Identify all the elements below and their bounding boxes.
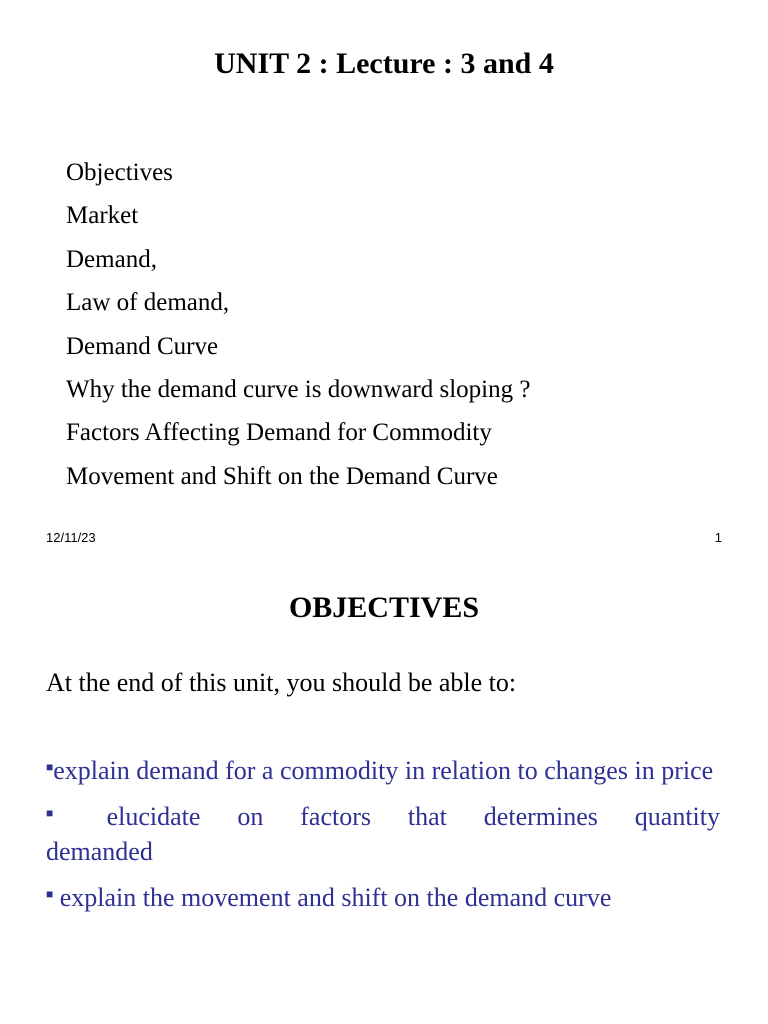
objective-item [46, 877, 720, 915]
bullet-icon: ■ [46, 887, 54, 901]
bullet-icon: ■ [46, 806, 70, 820]
objective-text: explain the movement and shift on the demand curve [53, 883, 612, 912]
topic-item: Objectives [66, 159, 173, 186]
slide-title: UNIT 2 : Lecture : 3 and 4 [214, 47, 554, 80]
bullet-icon: ■ [46, 760, 54, 774]
objectives-title: OBJECTIVES [288, 591, 480, 624]
topic-item: Demand, [66, 245, 157, 273]
topic-item: Movement and Shift on the Demand Curve [66, 462, 498, 490]
topic-item: Demand Curve [66, 332, 219, 360]
objectives-list [46, 750, 720, 915]
topic-item: Factors Affecting Demand for Commodity [66, 419, 492, 447]
objectives-intro: At the end of this unit, you should be able to: [46, 668, 517, 697]
topic-item: Why the demand curve is downward sloping ? [66, 376, 531, 404]
objective-item [46, 750, 720, 788]
objective-text: elucidate on factors that determines quantity demanded [46, 802, 720, 866]
topic-list [66, 151, 530, 498]
slide-2 [0, 560, 768, 1024]
objective-item [46, 796, 720, 869]
slide-date: 12/11/23 [46, 530, 96, 545]
objective-text: explain demand for a commodity in relation to changes in price [53, 756, 714, 785]
topic-item: Law of demand, [66, 289, 230, 317]
topic-item: Market [66, 202, 139, 230]
page-number: 1 [714, 530, 722, 545]
